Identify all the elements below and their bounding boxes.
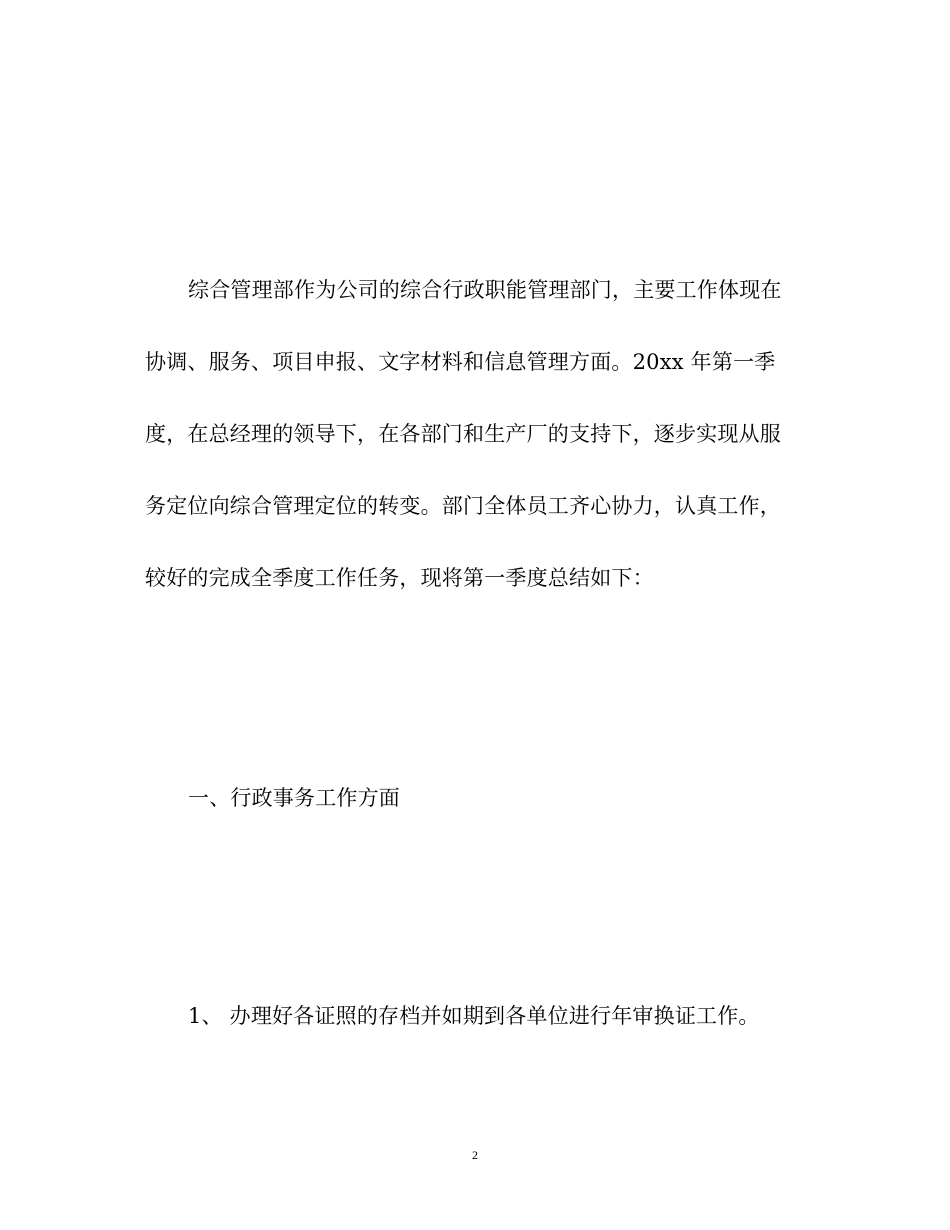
paragraph-line: 综合管理部作为公司的综合行政职能管理部门，主要工作体现在 xyxy=(188,278,782,302)
paragraph-line: 度，在总经理的领导下，在各部门和生产厂的支持下，逐步实现从服 xyxy=(145,422,781,446)
paragraph-line: 较好的完成全季度工作任务，现将第一季度总结如下： xyxy=(145,566,654,590)
page-number: 2 xyxy=(472,1148,478,1162)
paragraph-line: 协调、服务、项目申报、文字材料和信息管理方面。20xx 年第一季 xyxy=(145,350,776,374)
paragraph-line: 务定位向综合管理定位的转变。部门全体员工齐心协力，认真工作， xyxy=(145,494,781,518)
section-heading: 一、行政事务工作方面 xyxy=(188,786,400,810)
list-item: 1、 办理好各证照的存档并如期到各单位进行年审换证工作。 xyxy=(188,1004,760,1028)
